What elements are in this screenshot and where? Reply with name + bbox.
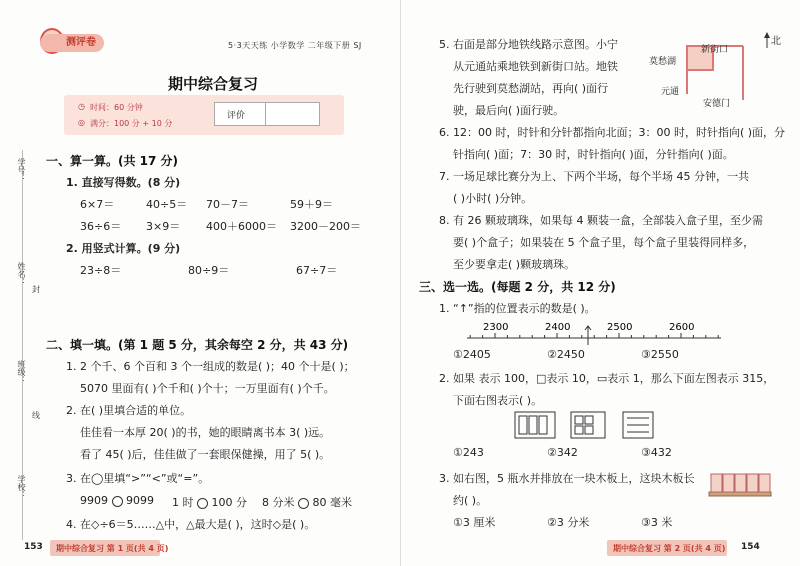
choice-q1-line1: 1. “↑”指的位置表示的数是( )。 bbox=[439, 302, 596, 315]
calc-item: 400＋6000＝ bbox=[206, 220, 277, 233]
bottle bbox=[711, 474, 722, 492]
compare-circle[interactable] bbox=[197, 498, 208, 509]
name-label: 姓名： bbox=[17, 262, 26, 286]
number-line bbox=[465, 318, 725, 346]
choice-option[interactable]: ③2550 bbox=[641, 348, 679, 361]
ten-block bbox=[585, 426, 593, 434]
calc-item: 3×9＝ bbox=[146, 220, 181, 233]
choice-option[interactable]: ②342 bbox=[547, 446, 578, 459]
choice-option[interactable]: ②3 分米 bbox=[547, 516, 590, 529]
series-header: 5·3天天练 小学数学 二年级下册 SJ bbox=[228, 41, 362, 50]
number-line-label: 2400 bbox=[545, 322, 571, 333]
north-label: 北 bbox=[771, 36, 781, 47]
page-title: 期中综合复习 bbox=[168, 75, 259, 93]
number-line-arrow bbox=[585, 326, 591, 345]
calc-item: 40÷5＝ bbox=[146, 198, 188, 211]
section-1-heading: 一、算一算。(共 17 分) bbox=[46, 154, 179, 168]
compare-item-1: 9909 9099 bbox=[80, 494, 154, 507]
q7-line2: ( )小时( )分钟。 bbox=[453, 192, 533, 205]
check-icon: ◎ bbox=[78, 118, 85, 127]
wooden-board bbox=[709, 492, 771, 496]
q6-line1: 6. 12：00 时，时针和分针都指向北面；3：00 时，时针指向( )面，分 bbox=[439, 126, 786, 139]
choice-q3-line1: 3. 如右图，5 瓶水并排放在一块木板上，这块木板长 bbox=[439, 472, 695, 485]
choice-q2-line1: 2. 如果 表示 100，□表示 10，▭表示 1，那么下面左图表示 315， bbox=[439, 372, 775, 385]
school-label: 学校： bbox=[17, 475, 26, 499]
station-xinjiekou: 新街口 bbox=[701, 45, 729, 55]
student-id-label: 学号： bbox=[17, 158, 26, 182]
q5-line4: 驶，最后向( )面行驶。 bbox=[453, 104, 565, 117]
bottle bbox=[723, 474, 734, 492]
choice-option[interactable]: ③3 米 bbox=[641, 516, 673, 529]
vertical-calc-item: 23÷8＝ bbox=[80, 264, 122, 277]
choice-q3-line2: 约( )。 bbox=[453, 494, 488, 507]
number-line-label: 2500 bbox=[607, 322, 633, 333]
ten-block bbox=[575, 416, 583, 424]
number-line-label: 2600 bbox=[669, 322, 695, 333]
q7-line1: 7. 一场足球比赛分为上、下两个半场，每个半场 45 分钟，一共 bbox=[439, 170, 749, 183]
badge: 测评卷 bbox=[40, 34, 104, 52]
footer-text: 期中综合复习 第 2 页(共 4 页) bbox=[613, 544, 726, 553]
q6-line2: 针指向( )面；7：30 时，时针指向( )面，分针指向( )面。 bbox=[453, 148, 734, 161]
q1-title: 1. 直接写得数。(8 分) bbox=[66, 176, 181, 189]
fill-q1-line2: 5070 里面有( )个千和( )个十；一万里面有( )个千。 bbox=[80, 382, 335, 395]
fill-q4-line1: 4. 在◇÷6＝5……△中，△最大是( )，这时◇是( )。 bbox=[66, 518, 316, 531]
class-label: 班级： bbox=[17, 360, 26, 384]
choice-q2-line2: 下面右图表示( )。 bbox=[453, 394, 543, 407]
q8-line3: 至少要拿走( )颗玻璃珠。 bbox=[453, 258, 576, 271]
calc-item: 59＋9＝ bbox=[290, 198, 333, 211]
number-line-label: 2300 bbox=[483, 322, 509, 333]
q8-line1: 8. 有 26 颗玻璃珠，如果每 4 颗装一盒，全部装入盒子里，至少需 bbox=[439, 214, 763, 227]
station-andemen: 安德门 bbox=[703, 99, 731, 109]
compare-circle[interactable] bbox=[298, 498, 309, 509]
compare-item-3: 8 分米 80 毫米 bbox=[262, 496, 352, 509]
calc-item: 36÷6＝ bbox=[80, 220, 122, 233]
ten-block bbox=[575, 426, 583, 434]
q5-line3: 先行驶到莫愁湖站，再向( )面行 bbox=[453, 82, 609, 95]
calc-item: 3200－200＝ bbox=[290, 220, 361, 233]
vertical-calc-item: 67÷7＝ bbox=[296, 264, 338, 277]
fill-q1-line1: 1. 2 个千、6 个百和 3 个一组成的数是( )；40 个十是( )； bbox=[66, 360, 355, 373]
station-moch: 莫愁湖 bbox=[649, 57, 677, 67]
fill-q2-line1: 2. 在( )里填合适的单位。 bbox=[66, 404, 192, 417]
choice-option[interactable]: ①3 厘米 bbox=[453, 516, 496, 529]
block-figures bbox=[513, 410, 693, 440]
page-number: 154 bbox=[741, 542, 760, 552]
section-2-heading: 二、填一填。(第 1 题 5 分，其余每空 2 分，共 43 分) bbox=[46, 338, 349, 352]
hundred-block bbox=[529, 416, 537, 434]
station-yuantong: 元通 bbox=[661, 87, 680, 97]
choice-option[interactable]: ③432 bbox=[641, 446, 672, 459]
footer-text: 期中综合复习 第 1 页(共 4 页) bbox=[56, 544, 169, 553]
clock-icon: ◷ bbox=[78, 102, 85, 111]
vertical-calc-item: 80÷9＝ bbox=[188, 264, 230, 277]
choice-option[interactable]: ②2450 bbox=[547, 348, 585, 361]
right-page bbox=[400, 0, 800, 566]
section-3-heading: 三、选一选。(每题 2 分，共 12 分) bbox=[419, 280, 616, 294]
bottle bbox=[747, 474, 758, 492]
hundred-block bbox=[539, 416, 547, 434]
choice-option[interactable]: ①2405 bbox=[453, 348, 491, 361]
compare-item-2: 1 时 100 分 bbox=[172, 496, 247, 509]
north-arrow-head bbox=[764, 32, 770, 38]
fill-q3-line1: 3. 在◯里填“>”“<”或“=”。 bbox=[66, 472, 210, 485]
q5-line2: 从元通站乘地铁到新街口站。地铁 bbox=[453, 60, 618, 73]
hundred-block bbox=[519, 416, 527, 434]
calc-item: 6×7＝ bbox=[80, 198, 115, 211]
fill-q2-line2: 佳佳看一本厚 20( )的书，她的眼睛离书本 3( )远。 bbox=[80, 426, 331, 439]
fill-q2-line3: 看了 45( )后，佳佳做了一套眼保健操，用了 5( )。 bbox=[80, 448, 331, 461]
score-divider bbox=[265, 102, 266, 126]
ten-block bbox=[585, 416, 593, 424]
time-limit: 时间：60 分钟 bbox=[90, 103, 143, 112]
seal-mark: 封 bbox=[32, 285, 40, 294]
line-mark: 线 bbox=[32, 411, 40, 420]
q2-title: 2. 用竖式计算。(9 分) bbox=[66, 242, 181, 255]
page-number: 153 bbox=[24, 542, 43, 552]
calc-item: 70－7＝ bbox=[206, 198, 249, 211]
compare-circle[interactable] bbox=[112, 496, 123, 507]
bottle bbox=[759, 474, 770, 492]
choice-option[interactable]: ①243 bbox=[453, 446, 484, 459]
bottles-on-board bbox=[707, 466, 773, 498]
q8-line2: 要( )个盒子；如果装在 5 个盒子里，每个盒子里装得同样多， bbox=[453, 236, 755, 249]
q5-line1: 5. 右面是部分地铁线路示意图。小宁 bbox=[439, 38, 618, 51]
full-score: 满分：100 分 + 10 分 bbox=[90, 119, 173, 128]
bottle bbox=[735, 474, 746, 492]
score-label: 评价 bbox=[227, 111, 246, 121]
